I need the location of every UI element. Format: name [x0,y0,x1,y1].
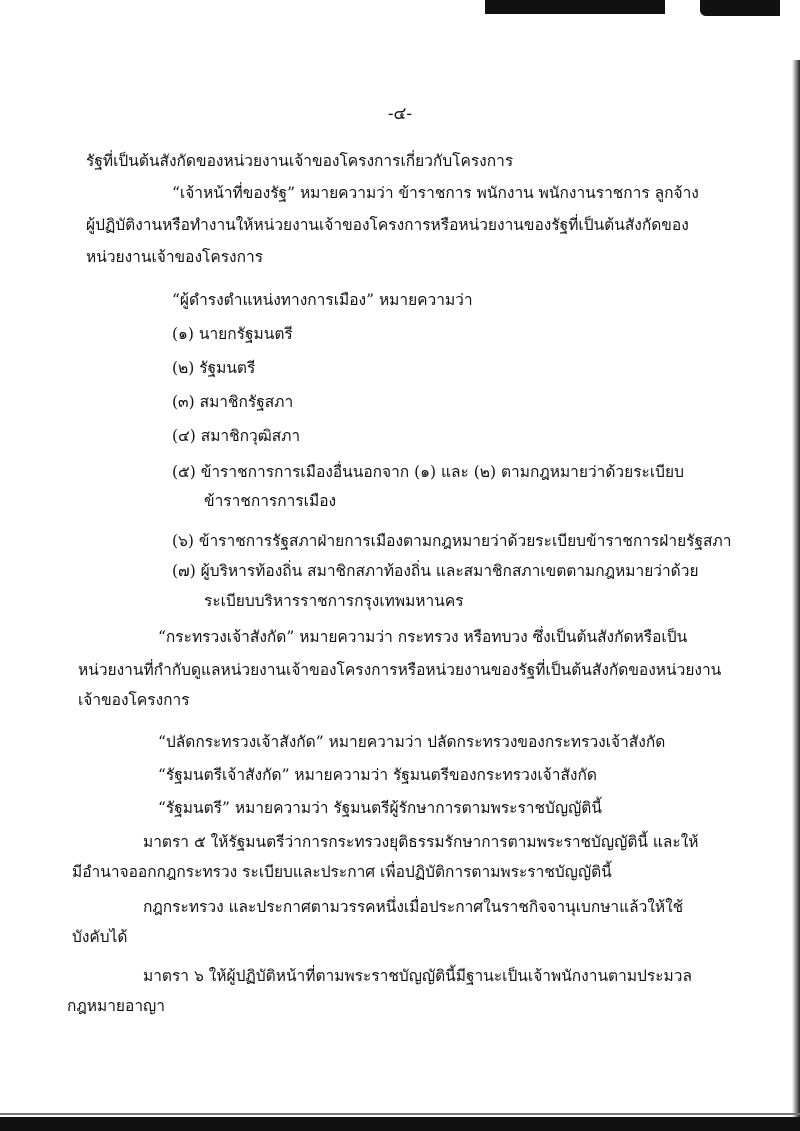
list-item: (๖) ข้าราชการรัฐสภาฝ่ายการเมืองตามกฎหมายว่าด้วยระเบียบข้าราชการฝ่ายรัฐสภา [172,532,732,550]
list-item: (๓) สมาชิกรัฐสภา [172,393,294,411]
section-6: มาตรา ๖ ให้ผู้ปฏิบัติหน้าที่ตามพระราชบัญญัตินี้มีฐานะเป็นเจ้าพนักงานตามประมวล [143,967,692,985]
text-line: บังคับได้ [72,928,128,946]
list-item-continuation: ข้าราชการการเมือง [204,492,337,510]
definition-minister-affiliation: “รัฐมนตรีเจ้าสังกัด” หมายความว่า รัฐมนตรีของกระทรวงเจ้าสังกัด [158,766,597,784]
text-line: กฎหมายอาญา [67,997,165,1015]
scan-edge-bottom [0,1117,800,1131]
definition-official: “เจ้าหน้าที่ของรัฐ” หมายความว่า ข้าราชการ พนักงาน พนักงานราชการ ลูกจ้าง [172,184,699,202]
list-item: (๒) รัฐมนตรี [172,359,256,377]
scan-edge-top [485,0,665,14]
text-line: หน่วยงานเจ้าของโครงการ [86,248,264,266]
list-item: (๑) นายกรัฐมนตรี [172,325,293,343]
text-line: รัฐที่เป็นต้นสังกัดของหน่วยงานเจ้าของโครงการเกี่ยวกับโครงการ [86,152,514,170]
scan-edge-bottom-line [0,1113,800,1115]
list-item-continuation: ระเบียบบริหารราชการกรุงเทพมหานคร [204,592,464,610]
scan-edge-top-right [700,0,780,16]
text-line: มีอำนาจออกกฎกระทรวง ระเบียบและประกาศ เพื่อปฏิบัติการตามพระราชบัญญัตินี้ [72,863,612,881]
list-item: (๗) ผู้บริหารท้องถิ่น สมาชิกสภาท้องถิ่น และสมาชิกสภาเขตตามกฎหมายว่าด้วย [172,562,699,580]
scan-edge-right [792,60,800,1120]
section-5: มาตรา ๕ ให้รัฐมนตรีว่าการกระทรวงยุติธรรมรักษาการตามพระราชบัญญัตินี้ และให้ [143,833,699,851]
definition-minister: “รัฐมนตรี” หมายความว่า รัฐมนตรีผู้รักษาการตามพระราชบัญญัตินี้ [158,799,602,817]
page-number: -๔- [387,104,413,124]
text-line: กฎกระทรวง และประกาศตามวรรคหนึ่งเมื่อประกาศในราชกิจจานุเบกษาแล้วให้ใช้ [143,898,684,916]
definition-ministry: “กระทรวงเจ้าสังกัด” หมายความว่า กระทรวง หรือทบวง ซึ่งเป็นต้นสังกัดหรือเป็น [158,628,688,646]
definition-permanent-secretary: “ปลัดกระทรวงเจ้าสังกัด” หมายความว่า ปลัดกระทรวงของกระทรวงเจ้าสังกัด [158,733,666,751]
text-line: เจ้าของโครงการ [78,691,190,709]
definition-political: “ผู้ดำรงตำแหน่งทางการเมือง” หมายความว่า [172,291,473,309]
list-item: (๔) สมาชิกวุฒิสภา [172,427,301,445]
text-line: หน่วยงานที่กำกับดูแลหน่วยงานเจ้าของโครงการหรือหน่วยงานของรัฐที่เป็นต้นสังกัดของหน่วยงาน [78,661,722,679]
list-item: (๕) ข้าราชการการเมืองอื่นนอกจาก (๑) และ (๒) ตามกฎหมายว่าด้วยระเบียบ [172,463,684,481]
text-line: ผู้ปฏิบัติงานหรือทำงานให้หน่วยงานเจ้าของโครงการหรือหน่วยงานของรัฐที่เป็นต้นสังกัดของ [86,216,689,234]
